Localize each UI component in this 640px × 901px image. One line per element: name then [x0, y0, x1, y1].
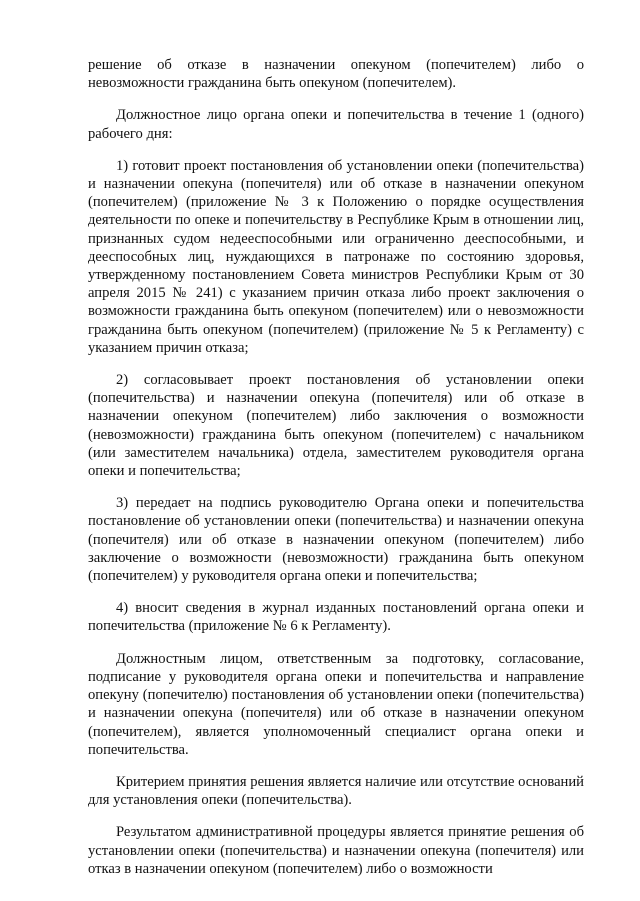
paragraph-item-3: 3) передает на подпись руководителю Органа опеки и попечительства постановление об установлении опеки (попечительства) и назначении опекуна (попечителя) или об отказе в назначении опекуном (попечителем) либо заключение о возможности (невозможности) гражданина быть опекуном (попечителем) у руководителя органа опеки и попечительства;: [88, 495, 584, 585]
paragraph-official-duties: Должностное лицо органа опеки и попечительства в течение 1 (одного) рабочего дня:: [88, 107, 584, 142]
paragraph-procedure-result: Результатом административной процедуры является принятие решения об установлении опеки (попечительства) и назначении опекуна (попечителя) или отказ в назначении опекуном (попечителем) либо о возможности: [88, 824, 584, 877]
paragraph-responsible-person: Должностным лицом, ответственным за подготовку, согласование, подписание у руководителя органа опеки и попечительства и направление опекуну (попечителю) постановления об установлении опеки (попечительства) и назначении опекуна (попечителя) или об отказе в назначении опекуном (попечителем), является уполномоченный специалист органа опеки и попечительства.: [88, 650, 584, 758]
paragraph-continuation: решение об отказе в назначении опекуном (попечителем) либо о невозможности гражданина быть опекуном (попечителем).: [88, 57, 584, 92]
paragraph-decision-criterion: Критерием принятия решения является наличие или отсутствие оснований для установления опеки (попечительства).: [88, 773, 584, 809]
paragraph-item-4: 4) вносит сведения в журнал изданных постановлений органа опеки и попечительства (приложение № 6 к Регламенту).: [88, 600, 584, 635]
document-page: [88, 56, 584, 892]
paragraph-item-1: 1) готовит проект постановления об установлении опеки (попечительства) и назначении опекуна (попечителя) или об отказе в назначении опекуном (попечителем) (приложение № 3 к Положению о порядке осуществления деятельности по опеке и попечительству в Республике Крым в отношении лиц, признанных судом недееспособными или ограниченно дееспособными, и дееспособных лиц, нуждающихся в патронаже по состоянию здоровья, утвержденному постановлением Совета министров Республики Крым от 30 апреля 2015 № 241) с указанием причин отказа либо проект заключения о возможности гражданина быть опекуном (попечителем) или о невозможности гражданина быть опекуном (попечителем) (приложение № 5 к Регламенту) с указанием причин отказа;: [88, 157, 584, 356]
paragraph-item-2: 2) согласовывает проект постановления об установлении опеки (попечительства) и назначении опекуна (попечителя) или об отказе в назначении опекуном (попечителем) либо заключения о возможности (невозможности) гражданина быть опекуном (попечителем) с начальником (или заместителем начальника) отдела, заместителем руководителя органа опеки и попечительства;: [88, 372, 584, 480]
